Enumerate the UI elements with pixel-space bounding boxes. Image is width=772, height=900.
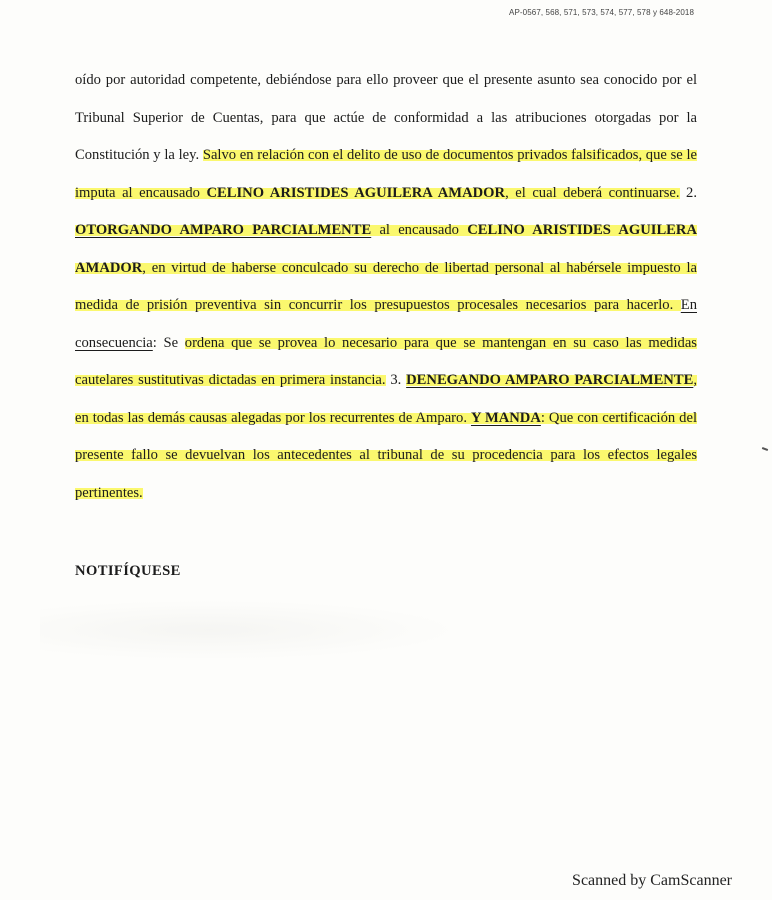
resolution-paragraph	[75, 62, 697, 512]
highlighted-text	[75, 372, 697, 501]
text-segment: al encausado	[371, 222, 468, 238]
text-segment: , el cual deberá continuarse.	[505, 184, 680, 201]
defendant-name: CELINO ARISTIDES AGUILERA AMADOR	[75, 222, 697, 276]
mandate-label: Y MANDA	[470, 409, 541, 426]
text-segment: , en todas las demás causas alegadas por los recurrentes de Amparo.	[75, 372, 697, 426]
scan-edge-mark	[762, 447, 768, 451]
highlighted-text	[75, 222, 697, 313]
case-reference-header: AP-0567, 568, 571, 573, 574, 577, 578 y 648-2018	[509, 8, 694, 17]
notification-heading-cut: NOTIFÍQUESE	[75, 563, 181, 579]
text-segment: Salvo en relación con el delito de uso de documentos privados falsificados, que se le imputa al encausado	[75, 147, 697, 201]
text-segment: : Que con certificación del presente fallo se devuelvan los antecedentes al tribunal de su procedencia para los efectos legales pertinentes.	[75, 409, 698, 501]
ruling-heading: OTORGANDO AMPARO PARCIALMENTE	[75, 222, 372, 238]
scanner-watermark: Scanned by CamScanner	[572, 872, 732, 889]
text-segment: 3.	[385, 372, 407, 388]
ruling-heading: DENEGANDO AMPARO PARCIALMENTE	[406, 372, 694, 388]
text-segment: oído por autoridad competente, debiéndose para ello proveer que el presente asunto sea conocido por el Tribunal Superior de Cuentas, para que actúe de conformidad a las atribuciones otorgadas por la Constitución y la ley.	[75, 72, 697, 163]
consequence-label: En consecuencia	[75, 297, 697, 351]
text-segment: ordena que se provea lo necesario para que se mantengan en su caso las medidas cautelares sustitutivas dictadas en primera instancia.	[75, 334, 697, 388]
text-segment: : Se	[152, 334, 185, 351]
defendant-name: CELINO ARISTIDES AGUILERA AMADOR	[206, 184, 506, 201]
scan-smudge	[40, 600, 460, 660]
text-segment: 2.	[679, 184, 697, 201]
text-segment: , en virtud de haberse conculcado su derecho de libertad personal al habérsele impuesto la medida de prisión preventiva sin concurrir los presupuestos procesales necesarios para hacerlo.	[75, 259, 697, 313]
